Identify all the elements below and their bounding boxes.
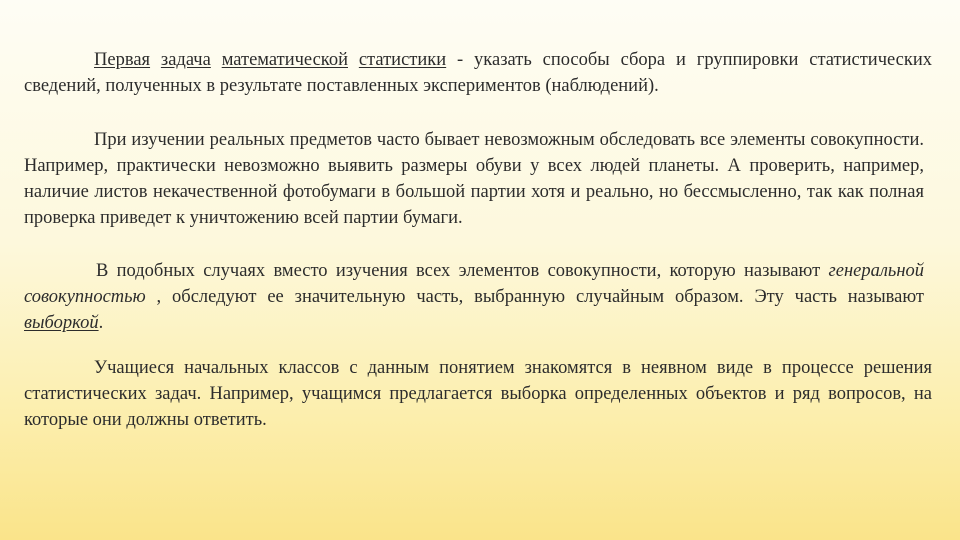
paragraph-text: В подобных случаях вместо изучения всех элементов совокупности, которую называют — [96, 261, 829, 281]
underlined-word: математической — [221, 50, 348, 70]
paragraph-text: - указать способы сбора и группировки статистических сведений, полученных в результате поставленных экспериментов (наблюдений). — [24, 50, 933, 96]
underlined-word: задача — [160, 50, 211, 70]
paragraph-text: Учащиеся начальных классов с данным понятием знакомятся в неявном виде в процессе решения статистических задач. Например, учащимся предлагается выборка определенных объектов и ряд вопросов, на которые они должны ответить. — [24, 358, 932, 430]
underlined-word: Первая — [94, 50, 151, 70]
underlined-word: статистики — [358, 50, 447, 70]
paragraph-real-objects — [24, 127, 924, 231]
paragraph-text: При изучении реальных предметов часто бывает невозможным обследовать все элементы совокупности. Например, практически невозможно выявить размеры обуви у всех людей планеты. А проверить, например, наличие листов некачественной фотобумаги в большой партии хотя и реально, но бессмысленно, так как полная проверка приведет к уничтожению всей партии бумаги. — [24, 130, 924, 228]
paragraph-general-population — [24, 258, 924, 336]
sample-term: выборкой — [24, 313, 99, 333]
paragraph-students — [24, 355, 932, 433]
italic-term: генеральной совокупностью — [24, 261, 924, 307]
paragraph-first-task — [24, 47, 932, 99]
paragraph-text: . — [98, 313, 104, 333]
paragraph-text: , обследуют ее значительную часть, выбранную случайным образом. Эту часть называют — [145, 287, 924, 307]
